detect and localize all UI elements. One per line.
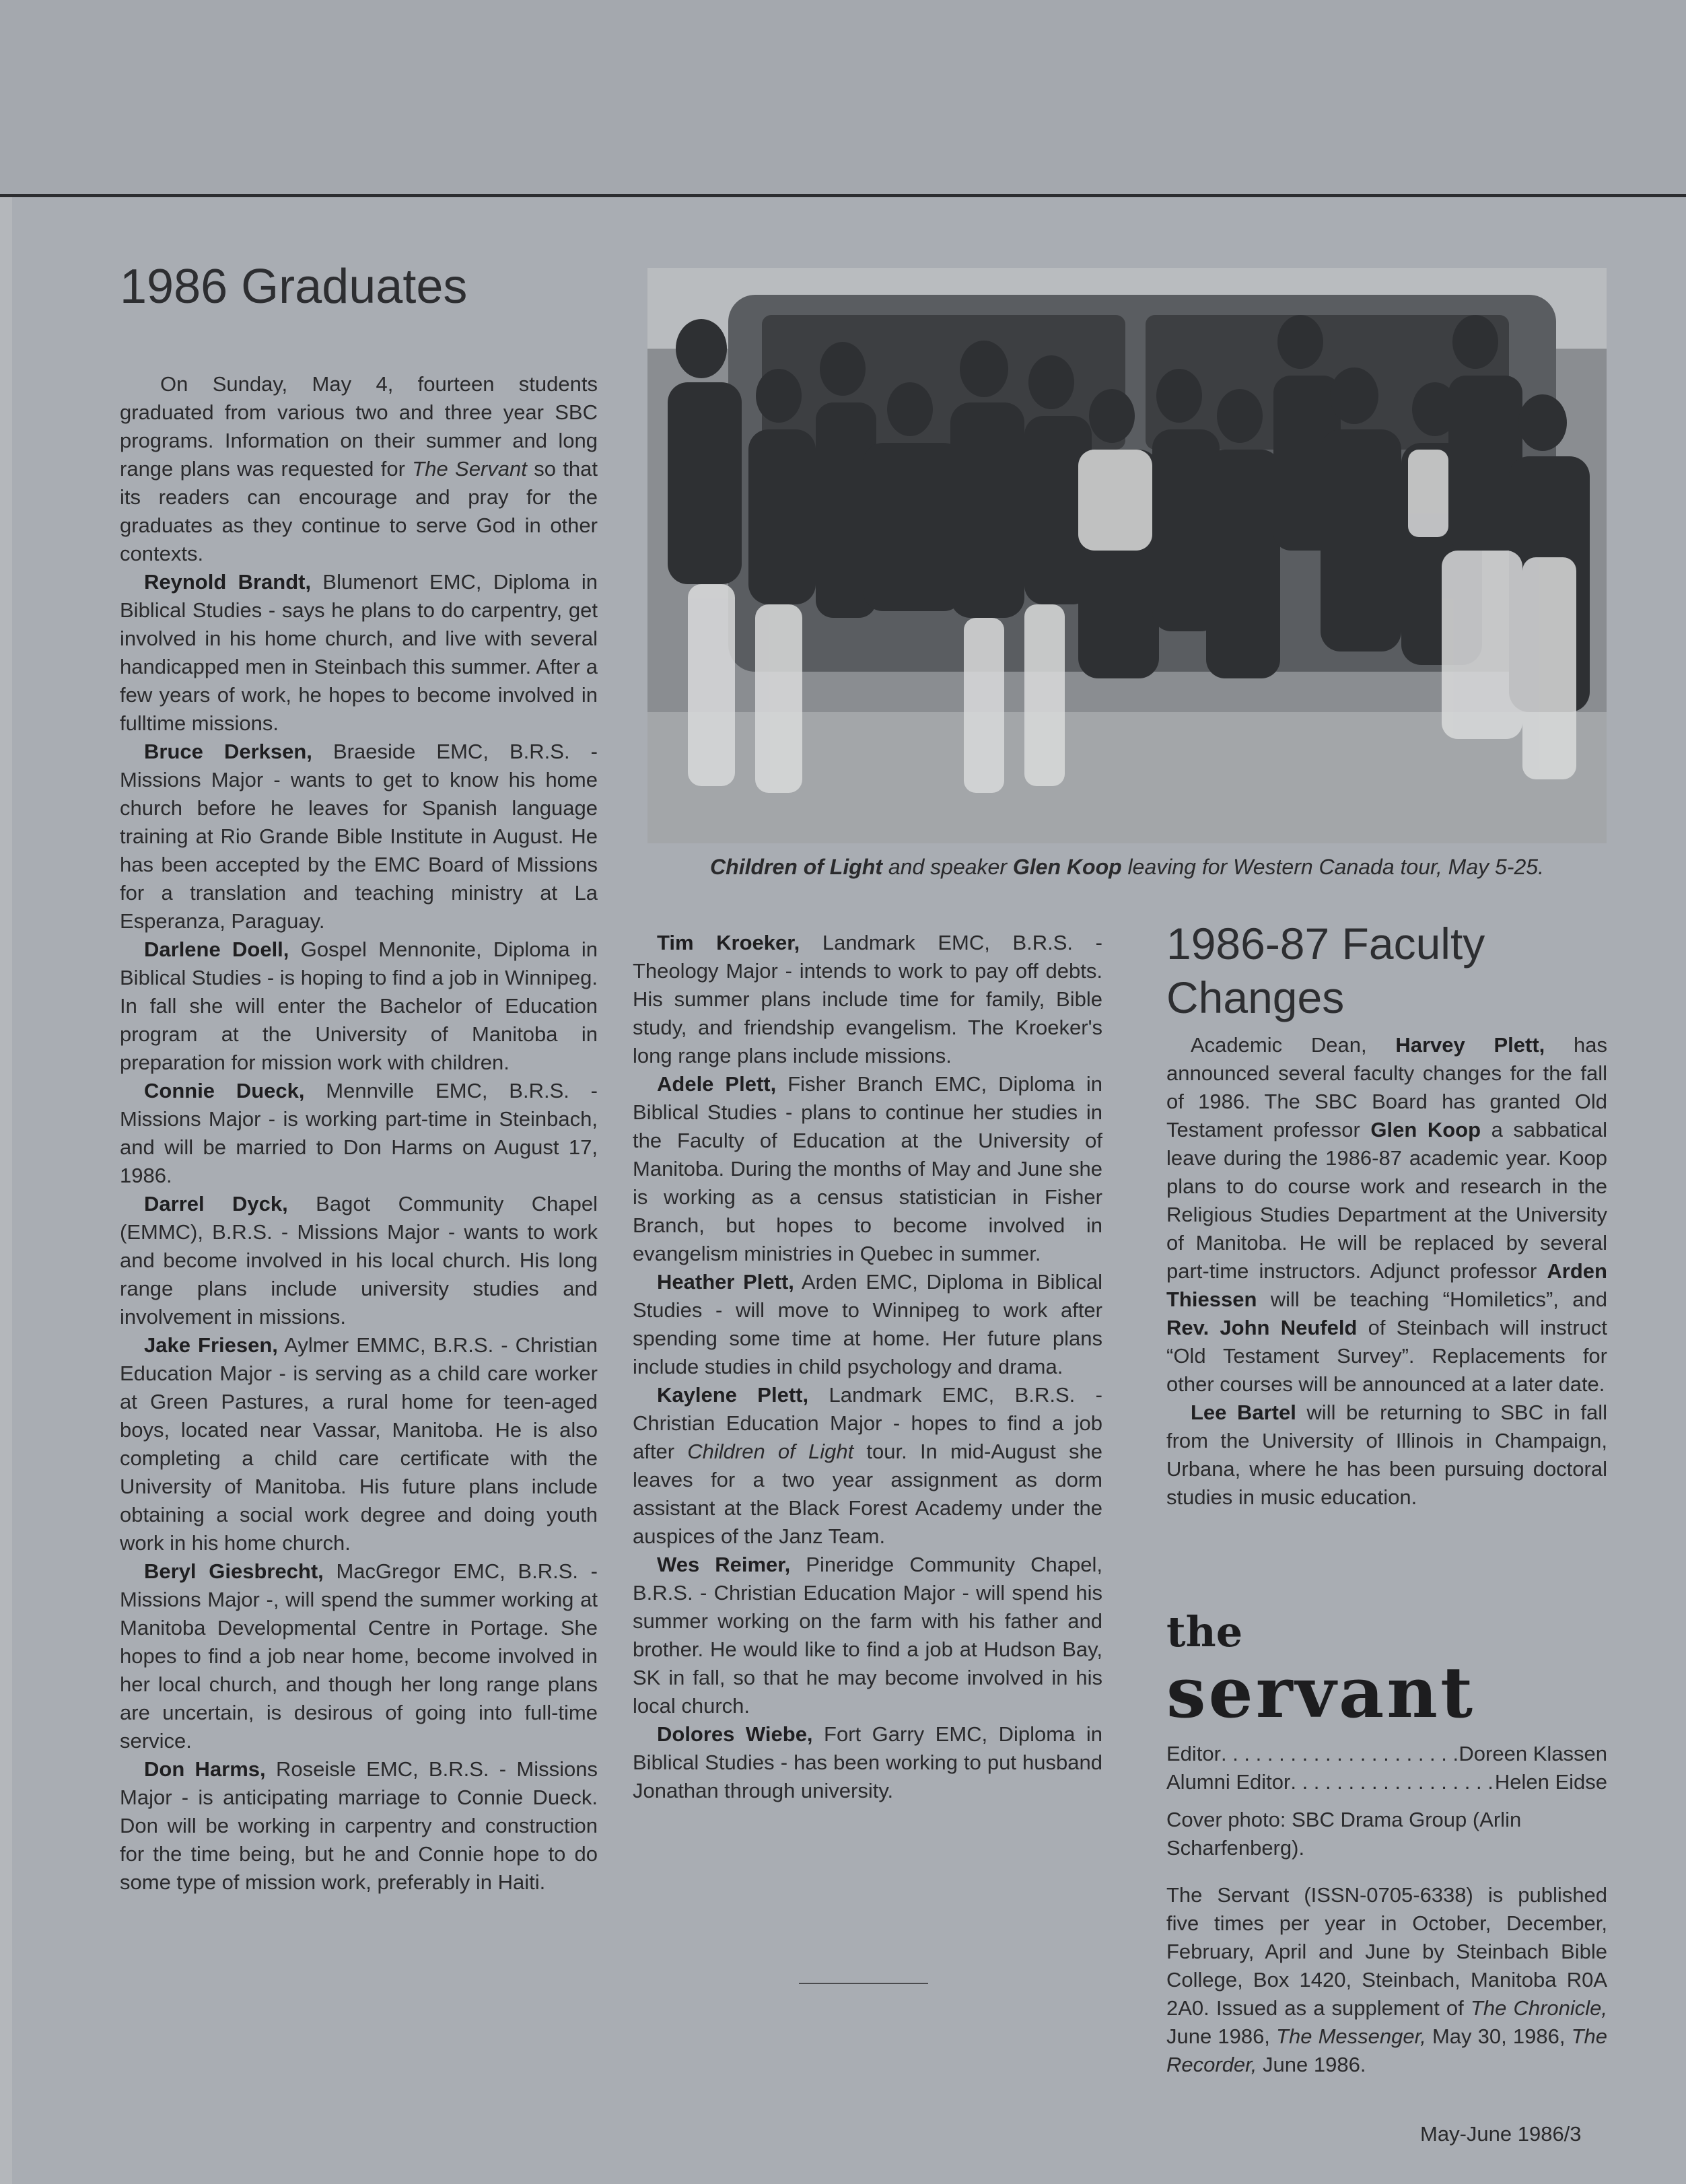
entry-paragraph: Kaylene Plett, Landmark EMC, B.R.S. - Christian Education Major - hopes to find a job after Children of Light tour. In mid-August she leaves for a two year assignment as dorm assistant at the Black Forest Academy under the auspices of the Janz Team. bbox=[633, 1383, 1102, 1548]
masthead bbox=[1166, 1607, 1475, 1734]
entry-paragraph: Connie Dueck, Mennville EMC, B.R.S. - Missions Major - is working part-time in Steinbach, and will be married to Don Harms on August 17, 1986. bbox=[120, 1079, 598, 1187]
entry-paragraph: Beryl Giesbrecht, MacGregor EMC, B.R.S. - Missions Major -, will spend the summer working at Manitoba Developmental Centre in Portage. She hopes to find a job near home, become involved in her local church, and though her long range plans are uncertain, is desirous of going into full-time service. bbox=[120, 1559, 598, 1753]
group-photo-illustration bbox=[647, 268, 1607, 843]
entry-paragraph: Tim Kroeker, Landmark EMC, B.R.S. - Theology Major - intends to work to pay off debts. His summer plans include time for family, Bible study, and friendship evangelism. The Kroeker's long range plans include missions. bbox=[633, 931, 1102, 1067]
entry-paragraph: Darlene Doell, Gospel Mennonite, Diploma in Biblical Studies - is hoping to find a job in Winnipeg. In fall she will enter the Bachelor of Education program at the University of Manitoba in preparation for mission work with children. bbox=[120, 938, 598, 1074]
page-edge bbox=[0, 197, 12, 2184]
column-right bbox=[1166, 1031, 1607, 1512]
cover-photo-credit: Cover photo: SBC Drama Group (Arlin Scharfenberg). bbox=[1166, 1808, 1522, 1860]
alumni-editor-credit: Alumni Editor . . . Helen Eidse bbox=[1166, 1768, 1607, 1796]
faculty-paragraph: Academic Dean, Harvey Plett, has announced several faculty changes for the fall of 1986. The SBC Board has granted Old Testament professor Glen Koop a sabbatical leave during the 1986-87 academic year. Koop plans to do course work and research in the Religious Studies Department at the University of Manitoba. He will be replaced by several part-time instructors. Adjunct professor Arden Thiessen will be teaching “Homiletics”, and Rev. John Neufeld of Steinbach will instruct “Old Testament Survey”. Replacements for other courses will be announced at a later date. bbox=[1166, 1033, 1608, 1396]
graduates-intro: On Sunday, May 4, fourteen students graduated from various two and three year SBC programs. Information on their summer and long range plans was requested for The Servant so that its readers can encourage and pray for the graduates as they continue to serve God in other contexts. bbox=[120, 372, 598, 565]
credits bbox=[1166, 1740, 1607, 1862]
faculty-paragraph: Lee Bartel will be returning to SBC in fall from the University of Illinois in Champaign, Urbana, where he has been pursuing doctoral studies in music education. bbox=[1166, 1401, 1607, 1509]
entry-paragraph: Reynold Brandt, Blumenort EMC, Diploma in Biblical Studies - says he plans to do carpentry, get involved in his home church, and live with several handicapped men in Steinbach this summer. After a few years of work, he hopes to become involved in fulltime missions. bbox=[120, 570, 598, 735]
photo-caption: Children of Light and speaker Glen Koop leaving for Western Canada tour, May 5-25. bbox=[710, 855, 1544, 879]
colophon: The Servant (ISSN-0705-6338) is published five times per year in October, December, February, April and June by Steinbach Bible College, Box 1420, Steinbach, Manitoba R0A 2A0. Issued as a supplement of The Chronicle, June 1986, The Messenger, May 30, 1986, The Recorder, June 1986. bbox=[1166, 1883, 1607, 2076]
column-left bbox=[120, 370, 598, 1897]
top-margin bbox=[0, 0, 1686, 195]
entry-paragraph: Adele Plett, Fisher Branch EMC, Diploma in Biblical Studies - plans to continue her studies in the Faculty of Education at the University of Manitoba. During the months of May and June she is working as a census statistician in Fisher Branch, but hopes to become involved in evangelism ministries in Quebec in summer. bbox=[633, 1072, 1103, 1265]
header-rule bbox=[0, 194, 1686, 197]
entry-paragraph: Darrel Dyck, Bagot Community Chapel (EMMC), B.R.S. - Missions Major - wants to work and become involved in his local church. His long range plans include university studies and involvement in missions. bbox=[120, 1192, 598, 1329]
masthead-name: servant bbox=[1166, 1651, 1475, 1734]
masthead-the: the bbox=[1166, 1607, 1243, 1656]
entry-paragraph: Wes Reimer, Pineridge Community Chapel, B.R.S. - Christian Education Major - will spend his summer working on the farm with his father and brother. He would like to find a job at Hudson Bay, SK in fall, so that he may become involved in his local church. bbox=[633, 1553, 1102, 1718]
entry-paragraph: Don Harms, Roseisle EMC, B.R.S. - Missions Major - is anticipating marriage to Connie Dueck. Don will be working in carpentry and construction for the time being, but he and Connie hope to do some type of mission work, preferably in Haiti. bbox=[120, 1757, 598, 1894]
column-end-rule bbox=[799, 1983, 928, 1984]
entry-paragraph: Dolores Wiebe, Fort Garry EMC, Diploma in Biblical Studies - has been working to put husband Jonathan through university. bbox=[633, 1722, 1102, 1802]
entry-paragraph: Jake Friesen, Aylmer EMMC, B.R.S. - Christian Education Major - is serving as a child care worker at Green Pastures, a rural home for teen-aged boys, located near Vassar, Manitoba. He is also completing a child care certificate with the University of Manitoba. His future plans include obtaining a social work degree and doing youth work in his home church. bbox=[120, 1333, 598, 1555]
entry-paragraph: Heather Plett, Arden EMC, Diploma in Biblical Studies - will move to Winnipeg to work after spending some time at home. Her future plans include studies in child psychology and drama. bbox=[633, 1270, 1102, 1378]
group-photo bbox=[647, 268, 1607, 843]
faculty-title: 1986-87 Faculty Changes bbox=[1166, 919, 1485, 1022]
graduates-title: 1986 Graduates bbox=[120, 260, 468, 314]
page-folio: May-June 1986/3 bbox=[1420, 2122, 1582, 2146]
entry-paragraph: Bruce Derksen, Braeside EMC, B.R.S. - Missions Major - wants to get to know his home church before he leaves for Spanish language training at Rio Grande Bible Institute in August. He has been accepted by the EMC Board of Missions for a translation and teaching ministry at La Esperanza, Paraguay. bbox=[120, 740, 598, 933]
column-middle bbox=[633, 929, 1102, 1805]
editor-credit: Editor . . . Doreen Klassen bbox=[1166, 1740, 1607, 1768]
